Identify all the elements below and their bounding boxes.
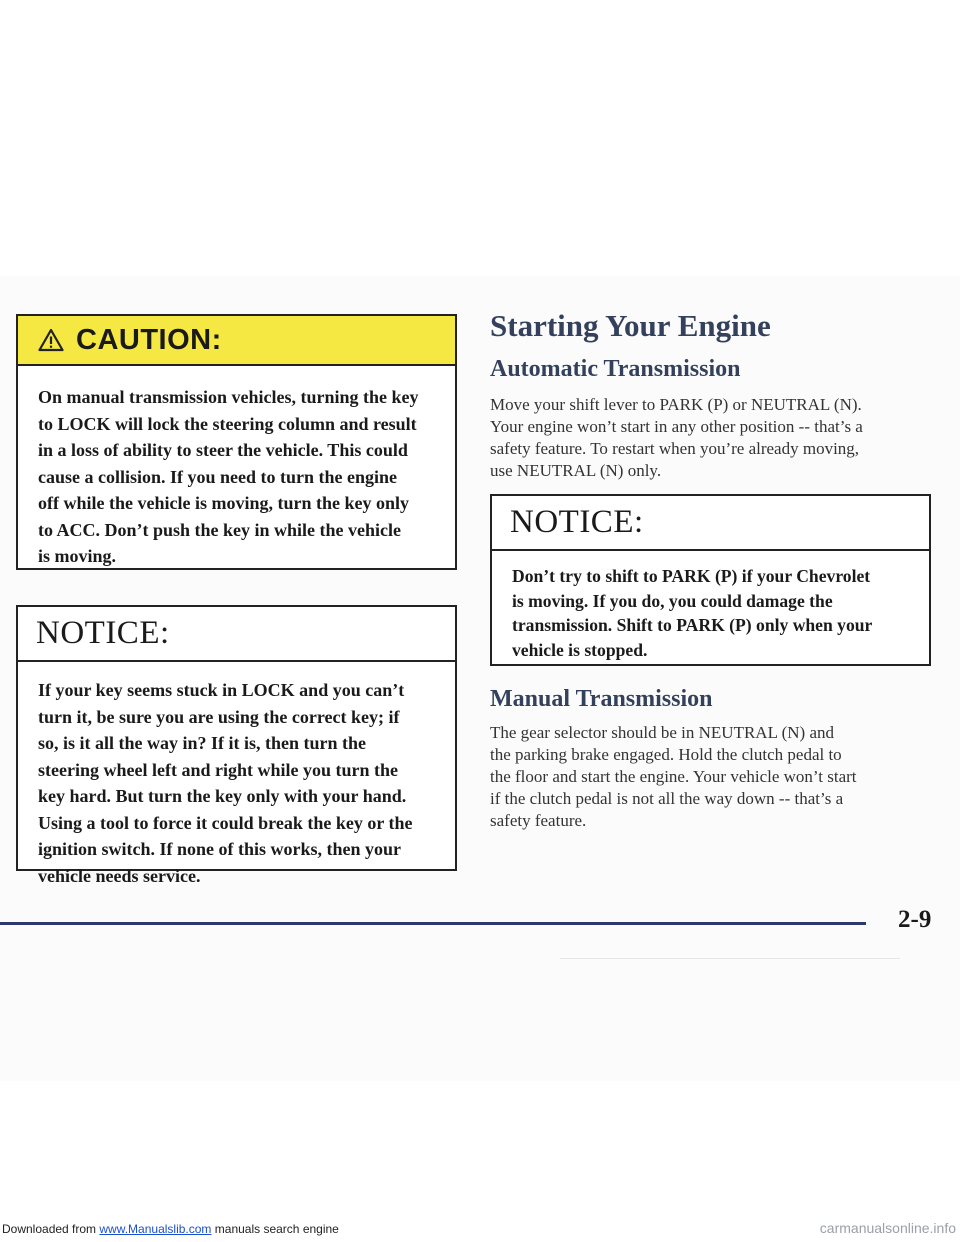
notice-box-park [490,494,931,666]
notice-box-key [16,605,457,886]
caution-header [18,316,455,366]
warning-triangle-icon [38,328,64,352]
watermark: carmanualsonline.info [819,1220,956,1236]
notice-key-text: If your key seems stuck in LOCK and you can’t turn it, be sure you are using the correct key; if so, is it all the way in? If it is, then turn the steering wheel left and right while you turn the key hard. But turn the key only with your hand. Using a tool to force it could break the key or the ignition switch. If none of this works, then your vehicle needs service. [38,680,413,886]
page-number: 2-9 [898,906,932,933]
notice-title: NOTICE: [18,607,455,662]
notice-park-text: Don’t try to shift to PARK (P) if your Chevrolet is moving. If you do, you could damage the transmission. Shift to PARK (P) only when your vehicle is stopped. [512,566,873,660]
notice-title: NOTICE: [492,496,929,551]
automatic-transmission-heading: Automatic Transmission [490,356,741,382]
download-credit: Downloaded from www.Manualslib.com manuals search engine [2,1222,339,1236]
section-title: Starting Your Engine [490,308,771,343]
caution-box [16,314,457,570]
manual-transmission-heading: Manual Transmission [490,686,713,712]
footer-rule [0,922,866,925]
caution-title: CAUTION: [76,323,222,356]
manualslib-link[interactable]: www.Manualslib.com [99,1222,212,1236]
automatic-transmission-text: Move your shift lever to PARK (P) or NEUTRAL (N). Your engine won’t start in any other position -- that’s a safety feature. To restart when you’re already moving, use NEUTRAL (N) only. [490,395,863,480]
manual-transmission-text: The gear selector should be in NEUTRAL (N) and the parking brake engaged. Hold the clutch pedal to the floor and start the engine. Your vehicle won’t start if the clutch pedal is not all the way down -- that’s a safety feature. [490,723,857,830]
divider [560,958,900,959]
caution-text: On manual transmission vehicles, turning the key to LOCK will lock the steering column and result in a loss of ability to steer the vehicle. This could cause a collision. If you need to turn the engine off while the vehicle is moving, turn the key only to ACC. Don’t push the key in while the vehicle is moving. [38,387,419,566]
